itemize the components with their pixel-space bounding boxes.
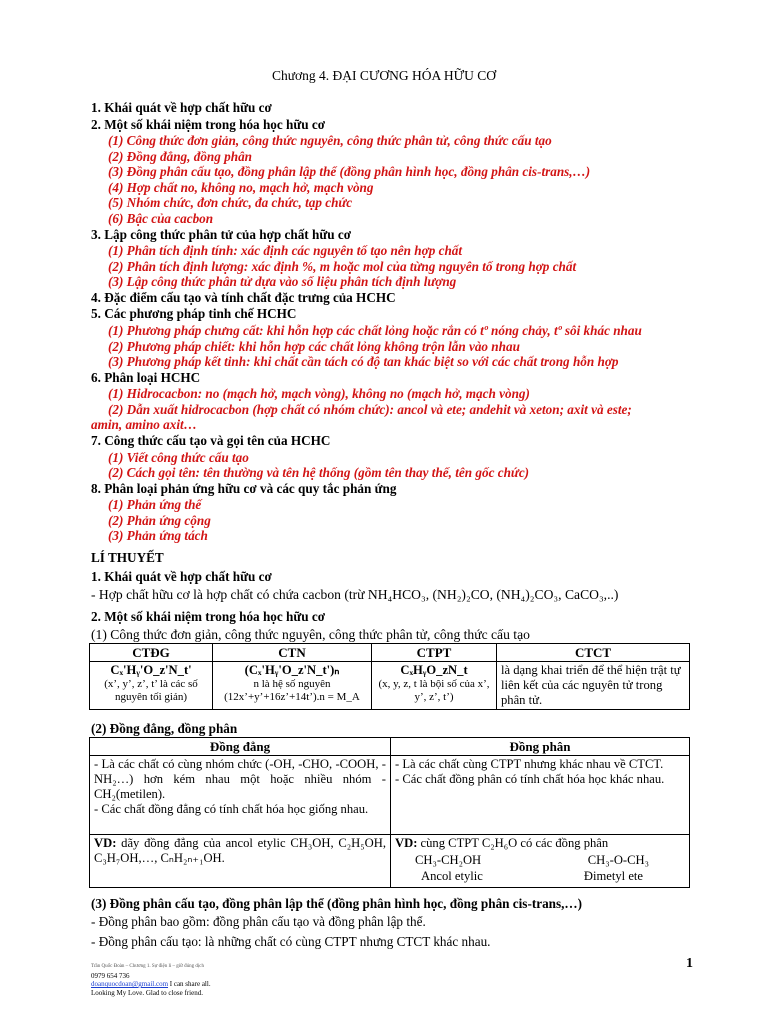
outline-item-8-2: (2) Phản ứng cộng (108, 512, 211, 528)
outline-heading-6: 6. Phân loại HCHC (91, 369, 201, 385)
outline-item-5-2: (2) Phương pháp chiết: khi hỗn hợp các chất lỏng không trộn lẫn vào nhau (108, 338, 520, 354)
outline-item-6-1: (1) Hidrocacbon: no (mạch hở, mạch vòng), không no (mạch hở, mạch vòng) (108, 386, 530, 402)
vd-label-1: VD: (94, 836, 117, 850)
cell-dong-dang-example (90, 835, 391, 888)
ctpt-note: (x, y, z, t là bội số của x’, y’, z’, t’) (378, 678, 490, 703)
outline-heading-1: 1. Khái quát về hợp chất hữu cơ (91, 100, 272, 115)
theory-section-1-text: - Hợp chất hữu cơ là hợp chất có chứa cacbon (trừ NH₄HCO₃, (NH₂)₂CO, (NH₄)₂CO₃, CaCO₃,..) (91, 587, 619, 602)
header-ctct: CTCT (497, 644, 690, 662)
outline-item-2-5: (5) Nhóm chức, đơn chức, đa chức, tạp chức (108, 195, 353, 211)
footer-motto: Looking My Love. Glad to close friend. (91, 988, 203, 997)
footer-email-line (91, 980, 211, 989)
ctn-note: n là hệ số nguyên (253, 678, 331, 690)
cell-dong-phan-example (391, 835, 690, 888)
homolog-isomer-table (89, 737, 690, 888)
theory-section-2-3-heading: (3) Đồng phân cấu tạo, đồng phân lập thể (đồng phân hình học, đồng phân cis-trans,…) (91, 896, 583, 911)
outline-item-3-1: (1) Phân tích định tính: xác định các nguyên tố tạo nên hợp chất (108, 243, 463, 259)
outline-item-5-1: (1) Phương pháp chưng cất: khi hỗn hợp các chất lỏng hoặc rắn có tº nóng chảy, tº sôi khác nhau (108, 322, 642, 338)
outline-heading-3: 3. Lập công thức phân tử của hợp chất hữu cơ (91, 226, 352, 242)
header-dong-phan: Đồng phân (391, 738, 690, 756)
footer-phone: 0979 654 736 (91, 971, 130, 980)
dong-phan-def-1: - Là các chất cùng CTPT nhưng khác nhau về CTCT. (395, 757, 664, 771)
outline-item-2-2: (2) Đồng đẳng, đồng phân (108, 148, 252, 164)
theory-heading: LÍ THUYẾT (91, 550, 164, 565)
ctn-equation: (12x’+y’+16z’+14t’).n = M_A (224, 691, 360, 703)
outline-item-2-3: (3) Đồng phân cấu tạo, đồng phân lập thể (đồng phân hình học, đồng phân cis-trans,…) (108, 164, 591, 180)
outline-item-3-2: (2) Phân tích định lượng: xác định %, m hoặc mol của từng nguyên tố trong hợp chất (108, 258, 577, 274)
vd-label-2: VD: (395, 836, 418, 850)
dong-dang-def-2: - Các chất đồng đẳng có tính chất hóa học giống nhau. (94, 802, 369, 816)
dong-dang-example: dãy đồng đẳng của ancol etylic CH₃OH, C₂H₅OH, C₃H₇OH,…, CₙH₂ₙ₊₁OH. (94, 836, 386, 865)
ctn-formula: (Cₓ'Hᵧ'O_z'N_t')ₙ (244, 663, 340, 677)
theory-section-1-heading: 1. Khái quát về hợp chất hữu cơ (91, 569, 272, 584)
cell-ctn (213, 662, 372, 710)
ctdg-formula: Cₓ'Hᵧ'O_z'N_t' (110, 663, 192, 677)
outline-heading-7: 7. Công thức cấu tạo và gọi tên của HCHC (91, 433, 331, 448)
ctdg-note: (x’, y’, z’, t’ là các số nguyên tối giản) (104, 678, 198, 703)
outline-item-3-3: (3) Lập công thức phân tử dựa vào số liệu phân tích định lượng (108, 274, 457, 290)
page-number: 1 (686, 956, 693, 971)
outline-item-7-2: (2) Cách gọi tên: tên thường và tên hệ thống (gồm tên thay thế, tên gốc chức) (108, 465, 530, 481)
isomer-2-formula: CH₃-O-CH₃ (587, 853, 649, 867)
isomer-names (395, 868, 685, 884)
page-title: Chương 4. ĐẠI CƯƠNG HÓA HỮU CƠ (271, 68, 497, 83)
theory-section-2-3-text-2: - Đồng phân cấu tạo: là những chất có cùng CTPT nhưng CTCT khác nhau. (91, 934, 491, 949)
footer-email-link[interactable]: doanquocdoan@gmail.com (91, 980, 169, 988)
formula-table (89, 643, 690, 710)
theory-section-2-heading: 2. Một số khái niệm trong hóa học hữu cơ (91, 609, 326, 624)
footer-author: Trần Quốc Đoàn – Chương 1. Sự điện li – giữ đúng dịch (91, 964, 204, 969)
cell-ctpt (372, 662, 497, 710)
isomer-1-formula: CH₃-CH₂OH (415, 853, 482, 867)
cell-dong-phan-def (391, 756, 690, 835)
cell-ctct: là dạng khai triển để thể hiện trật tự liên kết của các nguyên tử trong phân tử. (497, 662, 690, 710)
theory-section-2-2-heading: (2) Đồng đẳng, đồng phân (91, 721, 238, 736)
header-ctpt: CTPT (372, 644, 497, 662)
header-dong-dang: Đồng đẳng (90, 738, 391, 756)
outline-heading-2: 2. Một số khái niệm trong hóa học hữu cơ (91, 116, 326, 132)
footer (91, 963, 211, 997)
outline-item-6-3: amin, amino axit… (91, 417, 197, 433)
outline-heading-4: 4. Đặc điểm cấu tạo và tính chất đặc trưng của HCHC (91, 289, 396, 305)
footer-email-note: I can share all. (168, 980, 211, 988)
outline-item-5-3: (3) Phương pháp kết tinh: khi chất cần tách có độ tan khác biệt so với các chất trong hỗn hợp (108, 354, 619, 370)
outline-item-2-1: (1) Công thức đơn giản, công thức nguyên, công thức phân tử, công thức cấu tạo (108, 133, 552, 148)
ctpt-formula: CₓHᵧO_zN_t (400, 663, 468, 677)
outline-item-7-1: (1) Viết công thức cấu tạo (108, 449, 249, 465)
dong-phan-example: cùng CTPT C₂H₆O có các đồng phân (420, 836, 609, 850)
isomer-1-name: Ancol etylic (421, 869, 483, 883)
theory-section-2-3-text-1: - Đồng phân bao gồm: đồng phân cấu tạo và đồng phân lập thể. (91, 914, 426, 929)
outline-item-2-6: (6) Bậc của cacbon (108, 211, 214, 226)
header-ctn: CTN (213, 644, 372, 662)
theory-section-2-1-heading: (1) Công thức đơn giản, công thức nguyên, công thức phân tử, công thức cấu tạo (91, 627, 530, 642)
isomer-2-name: Đimetyl ete (583, 869, 643, 883)
cell-dong-dang-def (90, 756, 391, 835)
dong-phan-def-2: - Các chất đồng phân có tính chất hóa học khác nhau. (395, 772, 665, 786)
outline-item-8-3: (3) Phản ứng tách (108, 528, 208, 544)
outline-item-6-2: (2) Dẫn xuất hidrocacbon (hợp chất có nhóm chức): ancol và ete; andehit và xeton; axit và este; (108, 401, 632, 417)
outline-item-8-1: (1) Phản ứng thế (108, 497, 202, 513)
dong-dang-def-1: - Là các chất có cùng nhóm chức (-OH, -CHO, -COOH, -NH₂…) hơn kém nhau một hoặc nhiều nhóm -CH₂(metilen). (94, 757, 386, 801)
outline-heading-8: 8. Phân loại phản ứng hữu cơ và các quy tắc phản ứng (91, 480, 397, 496)
cell-ctdg (90, 662, 213, 710)
outline-item-2-4: (4) Hợp chất no, không no, mạch hở, mạch vòng (108, 179, 374, 195)
header-ctdg: CTĐG (90, 644, 213, 662)
isomer-formulas (395, 851, 685, 868)
outline-heading-5: 5. Các phương pháp tinh chế HCHC (91, 306, 297, 322)
